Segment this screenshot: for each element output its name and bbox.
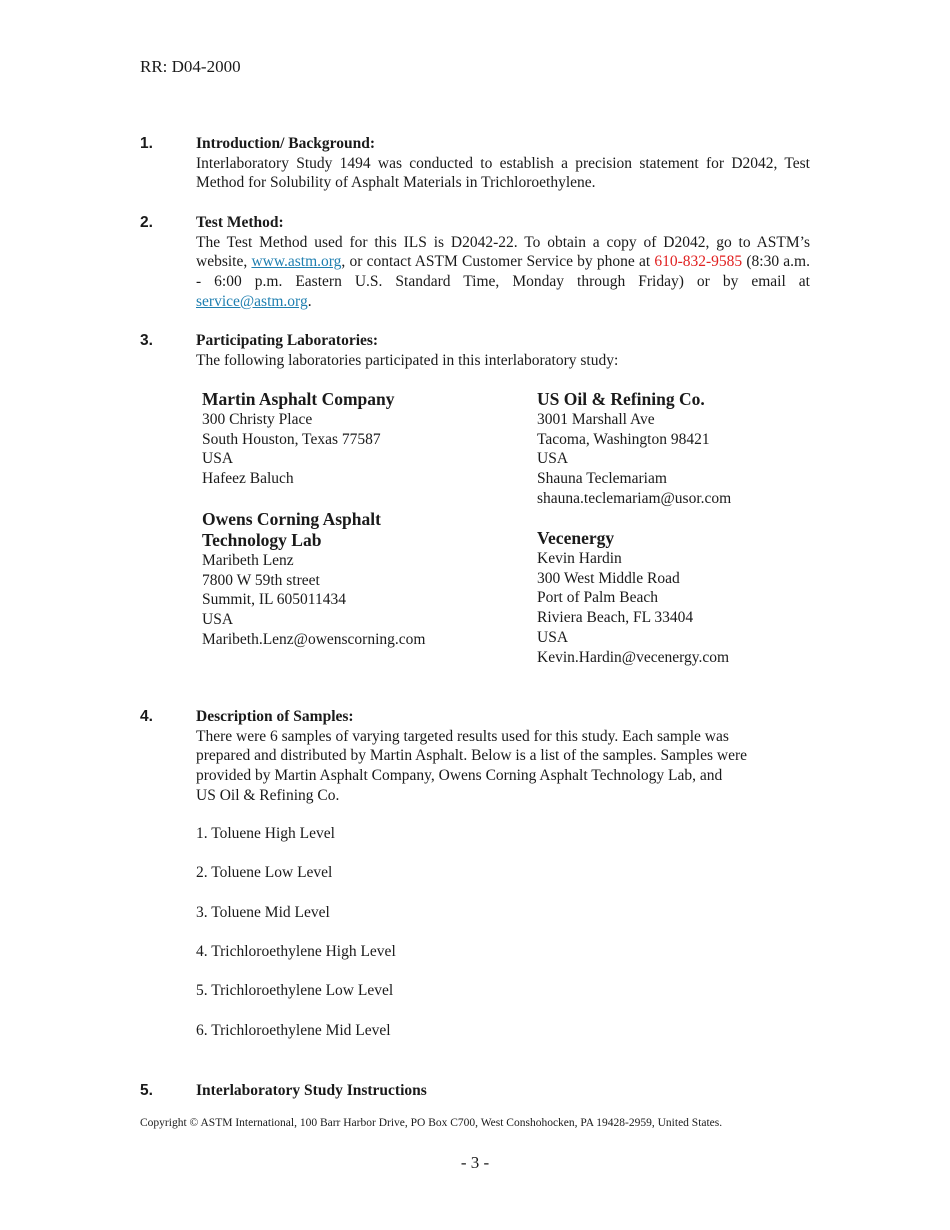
section-3-number: 3. [140,332,153,349]
lab-email: Kevin.Hardin@vecenergy.com [537,648,730,666]
sample-item: 4. Trichloroethylene High Level [196,943,396,960]
section-2-text-part4: . [307,292,312,310]
section-5-number: 5. [140,1082,153,1099]
lab-vecenergy [537,528,729,667]
phone-number: 610-832-9585 [654,253,743,271]
section-3-text: The following laboratories participated in this interlaboratory study: [196,351,619,369]
lab-line: 300 Christy Place [202,411,313,428]
page-number: - 3 - [460,1153,490,1172]
lab-line: Kevin Hardin [537,550,622,567]
lab-line: Tacoma, Washington 98421 [537,430,710,448]
lab-line: Summit, IL 605011434 [202,591,346,609]
lab-email: Maribeth.Lenz@owenscorning.com [202,630,426,648]
lab-line: USA [537,628,569,646]
website-link[interactable]: www.astm.org [251,253,342,271]
lab-martin-asphalt [202,389,395,489]
section-1 [196,134,810,193]
lab-line: South Houston, Texas 77587 [202,430,381,448]
sample-item: 2. Toluene Low Level [196,864,333,881]
section-5-title: Interlaboratory Study Instructions [196,1082,427,1099]
lab-line: 3001 Marshall Ave [537,411,655,428]
sample-item: 5. Trichloroethylene Low Level [196,982,394,999]
section-4-title: Description of Samples: [196,708,354,725]
section-1-text: Interlaboratory Study 1494 was conducted to establish a precision statement for D2042, Test Method for Solubility of Asphalt Materials in Trichloroethylene. [196,154,810,192]
section-4-line: US Oil & Refining Co. [196,786,340,804]
lab-name: Vecenergy [537,528,615,548]
section-4-line: provided by Martin Asphalt Company, Owens Corning Asphalt Technology Lab, and [196,767,723,785]
lab-us-oil [537,389,731,509]
section-2 [196,213,810,312]
section-4-line: prepared and distributed by Martin Asphalt. Below is a list of the samples. Samples were [196,747,747,765]
lab-line: Maribeth Lenz [202,552,294,569]
lab-line: Port of Palm Beach [537,589,658,607]
section-5 [196,1081,810,1101]
lab-name: Martin Asphalt Company [202,389,395,409]
section-4-line: There were 6 samples of varying targeted results used for this study. Each sample was [196,727,729,745]
lab-name-line1: Owens Corning Asphalt [202,509,381,529]
document-header: RR: D04-2000 [140,57,241,76]
sample-item: 1. Toluene High Level [196,825,335,842]
lab-line: USA [202,450,234,468]
lab-line: Hafeez Baluch [202,470,294,488]
section-2-number: 2. [140,214,153,231]
section-2-text-part2: , or contact ASTM Customer Service by phone at [341,253,655,271]
section-2-text-part1: The Test Method used for this ILS is D2042-22. To obtain a copy of D2042, go to ASTM’s website, [196,233,810,271]
lab-owens-corning [202,509,425,650]
section-4-number: 4. [140,708,153,725]
section-1-title: Introduction/ Background: [196,135,376,152]
section-2-text [196,233,810,312]
lab-line: Shauna Teclemariam [537,470,667,488]
lab-email: shauna.teclemariam@usor.com [537,489,732,507]
lab-name: US Oil & Refining Co. [537,389,705,409]
lab-line: 300 West Middle Road [537,569,680,587]
section-1-number: 1. [140,135,153,152]
lab-line: Riviera Beach, FL 33404 [537,609,694,627]
section-2-title: Test Method: [196,214,284,231]
lab-name-line2: Technology Lab [202,530,322,550]
copyright-footer: Copyright © ASTM International, 100 Barr Harbor Drive, PO Box C700, West Conshohocken, PA 19428-2959, United States. [140,1117,723,1129]
email-link[interactable]: service@astm.org [196,292,308,310]
lab-line: USA [537,450,569,468]
lab-line: 7800 W 59th street [202,571,320,589]
sample-item: 6. Trichloroethylene Mid Level [196,1022,391,1039]
section-2-text-part3: (8:30 a.m. - 6:00 p.m. Eastern U.S. Standard Time, Monday through Friday) or by email at [196,253,810,291]
sample-item: 3. Toluene Mid Level [196,904,330,921]
section-4 [196,707,810,806]
section-3-title: Participating Laboratories: [196,332,379,349]
section-3 [196,331,810,370]
lab-line: USA [202,611,234,629]
